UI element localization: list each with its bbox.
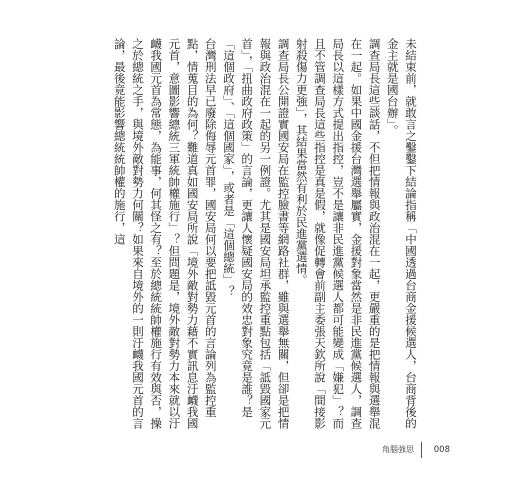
paragraph-3: 調查局長公開證實國安局在監控臉書等網路社群，雖與選舉無關，但卻是把情報與政治混在一起的另一例證。尤其是國安局坦承監控重點包括「詆毀國家元首」，「扭曲政府政策」的言論，更讓人懷疑國安局的效忠對象究竟是誰？是「這個政府」、「這個國家」，或者是「這個總統」？ [221, 38, 291, 429]
page-number: 008 [433, 445, 450, 455]
body-text [100, 38, 420, 436]
paragraph-1: 未結束前，就敢言之鑿鑿下結論指稱「中國透過台商金援候選人，台商背後的金主就是國台辦」。 [385, 38, 418, 429]
footer-divider [421, 442, 422, 458]
page-footer [0, 444, 472, 460]
running-title: 角腦強思 [382, 445, 414, 454]
paragraph-2: 調查局長這些談話，不但把情報與政治混在一起，更嚴重的是把情報與選舉混在一起。如果中國金援台灣選舉屬實，金援對象當然是非民進黨候選人，調查局長以這樣方式提出指控，豈不是讓非民進黨候選人都可能變成「嫌犯」？而且不管調查局長這些指控是真是假，就像促轉會前副主委張天欽所說「間接影射殺傷力更強」，其結果當然有利於民進黨選情。 [294, 38, 382, 429]
paragraph-4: 台灣刑法早已廢除侮辱元首罪，國安局何以要把詆毀元首的言論列為監控重點，情蒐目的為何？難道真如國安局所說「境外敵對勢力藉不實訊息汙衊我國元首，意圖影響總統三軍統帥權施行」？但問題是，境外敵對勢力本來就以汙衊我國元首為常態，為能事，何其怪之有？至於總統統帥權施行有效與否，操之於總統之手，與境外敵對勢力何關？如果來自境外的一則汙衊我國元首的言論，最後竟能影響總統統帥權的施行，這 [112, 38, 218, 429]
